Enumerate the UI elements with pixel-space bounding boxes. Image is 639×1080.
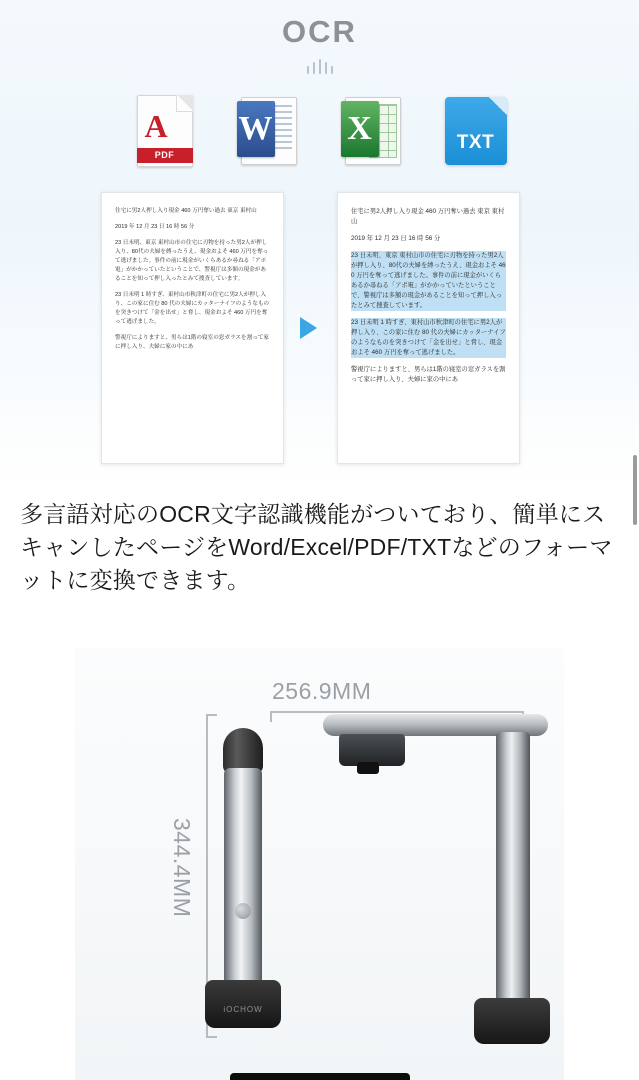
scanner-power-button: [235, 903, 251, 919]
conversion-arrow-icon: [300, 317, 317, 339]
converted-doc-line: 23 日未明 1 時すぎ、東村山市秋津町の住宅に男2人が押し入り、この家に住む 80 代の夫婦にカッターナイフのようなものを突きつけて「金を出せ」と脅し、現金およそ 460 万円を奪って逃げました。: [351, 319, 506, 356]
scanner-lens: [357, 762, 379, 774]
ocr-title: OCR: [282, 14, 357, 49]
converted-doc-line: 23 日未明、東京 東村山市の住宅に刃物を持った男2人が押し入り、80代の夫婦を縛ったうえ、現金およそ 460 万円を奪って逃げました。事件の前に現金がいくらあるか尋ねる「アポ電」がかかっていたということで、警視庁は多額の現金があることを知って押し入ったとみて捜査しています。: [351, 252, 506, 309]
converted-doc-line: 警視庁によりますと、男らは1階の寝室の窓ガラスを割って家に押し入り、夫婦に家の中にあ: [351, 366, 506, 383]
home-indicator[interactable]: [230, 1073, 410, 1080]
pdf-fold: [176, 95, 193, 112]
width-dimension-label: 256.9MM: [272, 678, 372, 704]
page-scrollbar[interactable]: [633, 455, 637, 525]
source-doc-line: 2019 年 12 月 23 日 16 時 56 分: [115, 224, 195, 230]
converted-doc-line: 住宅に男2人押し入り現金 460 万円奪い過去 東京 東村山: [351, 208, 505, 225]
excel-file-icon: [341, 95, 403, 167]
txt-file-icon: [445, 95, 507, 167]
pdf-file-icon: [133, 95, 195, 167]
height-dimension-label: 344.4MM: [169, 818, 195, 918]
word-file-icon: [237, 95, 299, 167]
txt-corner-fold: [489, 97, 507, 115]
file-format-icons: [0, 95, 639, 167]
scanner-post: [496, 732, 530, 1004]
source-document-preview: [101, 192, 284, 464]
source-doc-line: 23 日未明、東京 東村山市の住宅に刃物を持った男2人が押し入り、80代の夫婦を縛ったうえ、現金およそ 460 万円を奪って逃げました。事件の前に現金がいくらあるか尋ねる「アポ電」がかかっていたということで、警視庁は多額の現金があることを知って押し入ったとみて捜査しています。: [115, 240, 269, 282]
converted-document-preview: [337, 192, 520, 464]
source-doc-line: 住宅に男2人押し入り現金 460 万円奪い過去 東京 東村山: [115, 208, 257, 214]
source-doc-line: 23 日未明 1 時すぎ、東村山市秋津町の住宅に男2人が押し入り、この家に住む 80 代の夫婦にカッターナイフのようなものを突きつけて「金を出せ」と脅し、現金およそ 460 万円を奪って逃げました。: [115, 292, 270, 325]
txt-label: TXT: [456, 132, 495, 153]
scanner-column: [224, 768, 262, 993]
scanner-folded-view: [215, 728, 271, 1028]
brand-label: iOCHOW: [223, 1005, 263, 1014]
ocr-feature-banner: [0, 0, 639, 490]
scanner-base: [205, 980, 281, 1028]
excel-label: X: [341, 101, 379, 157]
document-comparison: [0, 192, 639, 472]
scanner-open-view: [323, 714, 548, 1044]
word-label: W: [237, 101, 275, 157]
pdf-glyph: A: [144, 108, 168, 144]
source-doc-line: 警視庁によりますと、男らは1階の寝室の窓ガラスを割って家に押し入り、夫婦に家の中にあ: [115, 335, 269, 350]
scan-rays-icon: [307, 58, 333, 74]
feature-caption: 多言語対応のOCR文字認識機能がついており、簡単にスキャンしたページをWord/Excel/PDF/TXTなどのフォーマットに変換できます。: [20, 501, 613, 593]
product-dimensions-image: [75, 648, 564, 1080]
scanner-foot-base: [474, 998, 550, 1044]
converted-doc-line: 2019 年 12 月 23 日 16 時 56 分: [351, 235, 441, 242]
pdf-label: PDF: [137, 148, 193, 163]
